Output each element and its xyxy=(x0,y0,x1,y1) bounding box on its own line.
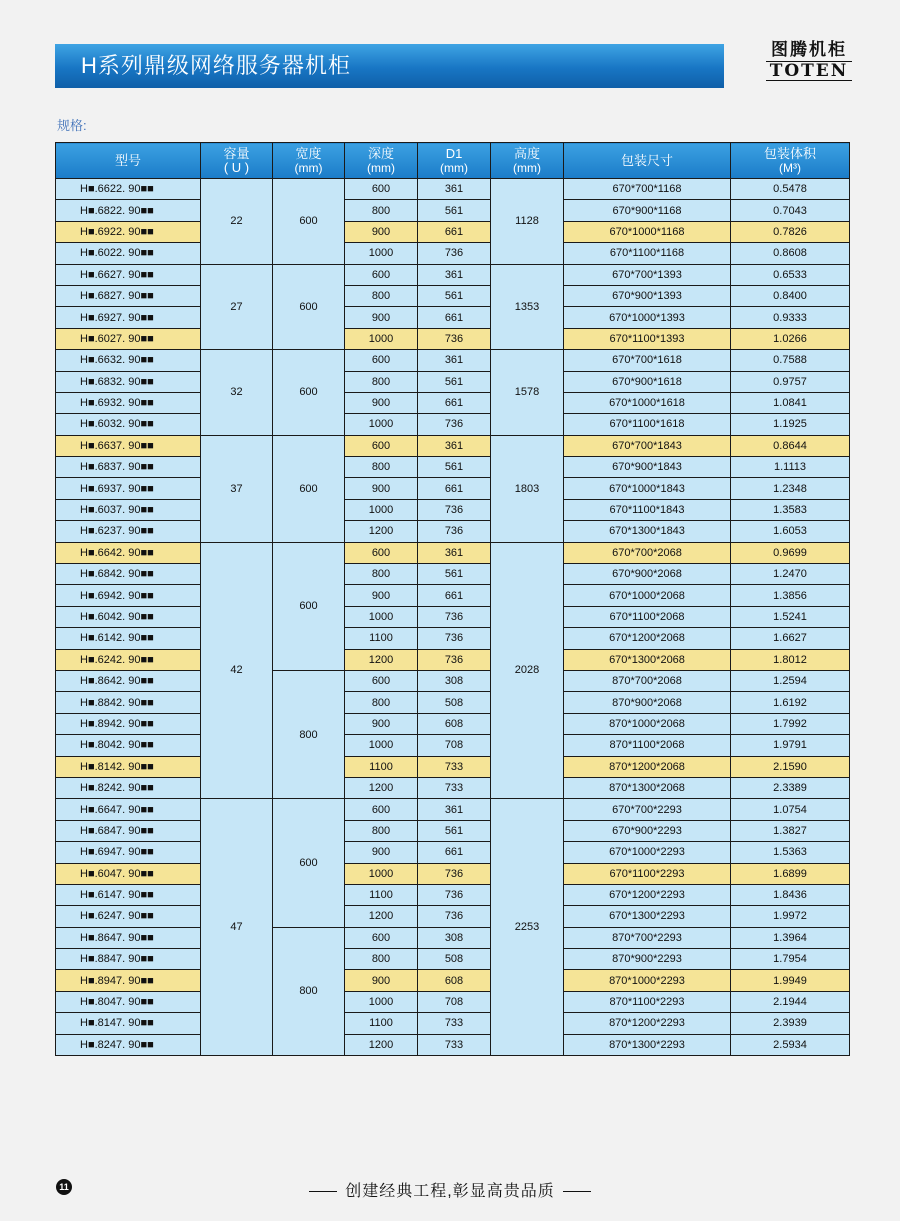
cell-d1: 661 xyxy=(418,307,491,328)
cell-d1: 361 xyxy=(418,350,491,371)
cell-d1: 361 xyxy=(418,799,491,820)
cell-model: H■.8947. 90■■ xyxy=(56,970,201,991)
cell-pack-volume: 1.3964 xyxy=(731,927,850,948)
table-row xyxy=(56,670,850,691)
table-row xyxy=(56,285,850,306)
table-row xyxy=(56,435,850,456)
cell-model: H■.8042. 90■■ xyxy=(56,735,201,756)
cell-pack-volume: 1.7954 xyxy=(731,949,850,970)
cell-depth: 900 xyxy=(345,585,418,606)
cell-width: 600 xyxy=(273,264,345,350)
cell-depth: 1100 xyxy=(345,884,418,905)
cell-height: 1578 xyxy=(491,350,564,436)
cell-pack-volume: 1.1925 xyxy=(731,414,850,435)
cell-depth: 600 xyxy=(345,542,418,563)
cell-model: H■.6647. 90■■ xyxy=(56,799,201,820)
cell-depth: 900 xyxy=(345,970,418,991)
cell-width: 600 xyxy=(273,435,345,542)
cell-depth: 1100 xyxy=(345,756,418,777)
cell-height: 2253 xyxy=(491,799,564,1056)
cell-pack-volume: 1.0841 xyxy=(731,392,850,413)
cell-depth: 1200 xyxy=(345,777,418,798)
cell-pack-size: 870*900*2068 xyxy=(564,692,731,713)
cell-d1: 733 xyxy=(418,1013,491,1034)
cell-model: H■.6622. 90■■ xyxy=(56,179,201,200)
cell-model: H■.6822. 90■■ xyxy=(56,200,201,221)
cell-model: H■.6242. 90■■ xyxy=(56,649,201,670)
cell-pack-size: 670*700*1168 xyxy=(564,179,731,200)
cell-depth: 600 xyxy=(345,927,418,948)
cell-depth: 1200 xyxy=(345,521,418,542)
cell-depth: 800 xyxy=(345,285,418,306)
cell-d1: 733 xyxy=(418,777,491,798)
cell-depth: 1100 xyxy=(345,628,418,649)
cell-pack-size: 670*1000*1843 xyxy=(564,478,731,499)
cell-depth: 1000 xyxy=(345,735,418,756)
cell-depth: 800 xyxy=(345,820,418,841)
cell-width: 600 xyxy=(273,799,345,927)
cell-pack-size: 670*900*2293 xyxy=(564,820,731,841)
table-row xyxy=(56,392,850,413)
cell-d1: 733 xyxy=(418,1034,491,1055)
cell-pack-volume: 0.8644 xyxy=(731,435,850,456)
brand-logo xyxy=(766,40,852,81)
cell-d1: 561 xyxy=(418,371,491,392)
table-row xyxy=(56,221,850,242)
table-row xyxy=(56,713,850,734)
cell-d1: 361 xyxy=(418,179,491,200)
cell-pack-size: 670*1000*2068 xyxy=(564,585,731,606)
cell-pack-size: 670*1000*1168 xyxy=(564,221,731,242)
cell-d1: 661 xyxy=(418,478,491,499)
cell-pack-size: 870*1200*2068 xyxy=(564,756,731,777)
cell-d1: 736 xyxy=(418,884,491,905)
cell-depth: 600 xyxy=(345,179,418,200)
cell-depth: 900 xyxy=(345,842,418,863)
cell-d1: 736 xyxy=(418,606,491,627)
table-row xyxy=(56,649,850,670)
cell-pack-volume: 1.1113 xyxy=(731,457,850,478)
cell-pack-volume: 1.8436 xyxy=(731,884,850,905)
cell-model: H■.6827. 90■■ xyxy=(56,285,201,306)
cell-model: H■.8942. 90■■ xyxy=(56,713,201,734)
table-row xyxy=(56,949,850,970)
cell-pack-volume: 1.9791 xyxy=(731,735,850,756)
cell-pack-size: 870*1100*2068 xyxy=(564,735,731,756)
cell-model: H■.6142. 90■■ xyxy=(56,628,201,649)
cell-d1: 561 xyxy=(418,457,491,478)
cell-pack-volume: 2.5934 xyxy=(731,1034,850,1055)
cell-model: H■.6947. 90■■ xyxy=(56,842,201,863)
cell-capacity: 37 xyxy=(201,435,273,542)
slogan-dash-right xyxy=(563,1191,591,1192)
cell-model: H■.6842. 90■■ xyxy=(56,564,201,585)
cell-pack-volume: 1.2470 xyxy=(731,564,850,585)
cell-height: 1128 xyxy=(491,179,564,265)
cell-pack-volume: 1.3856 xyxy=(731,585,850,606)
cell-pack-size: 670*1100*2293 xyxy=(564,863,731,884)
cell-pack-volume: 0.8400 xyxy=(731,285,850,306)
cell-d1: 708 xyxy=(418,991,491,1012)
table-row xyxy=(56,350,850,371)
cell-width: 600 xyxy=(273,542,345,670)
cell-pack-volume: 1.6899 xyxy=(731,863,850,884)
spec-table xyxy=(55,142,850,1056)
cell-depth: 600 xyxy=(345,264,418,285)
cell-model: H■.8242. 90■■ xyxy=(56,777,201,798)
cell-depth: 900 xyxy=(345,713,418,734)
cell-model: H■.6627. 90■■ xyxy=(56,264,201,285)
table-row xyxy=(56,842,850,863)
cell-model: H■.8647. 90■■ xyxy=(56,927,201,948)
cell-pack-volume: 1.2348 xyxy=(731,478,850,499)
cell-pack-size: 670*900*1168 xyxy=(564,200,731,221)
cell-depth: 900 xyxy=(345,307,418,328)
table-row xyxy=(56,1013,850,1034)
table-row xyxy=(56,692,850,713)
table-row xyxy=(56,884,850,905)
cell-model: H■.6937. 90■■ xyxy=(56,478,201,499)
cell-width: 600 xyxy=(273,179,345,265)
header-depth: 深度 (mm) xyxy=(345,143,418,179)
cell-pack-size: 870*700*2068 xyxy=(564,670,731,691)
cell-pack-volume: 1.5241 xyxy=(731,606,850,627)
cell-model: H■.6637. 90■■ xyxy=(56,435,201,456)
cell-d1: 361 xyxy=(418,264,491,285)
cell-d1: 736 xyxy=(418,649,491,670)
cell-depth: 1200 xyxy=(345,1034,418,1055)
cell-pack-volume: 1.8012 xyxy=(731,649,850,670)
cell-model: H■.8247. 90■■ xyxy=(56,1034,201,1055)
cell-pack-size: 670*1100*2068 xyxy=(564,606,731,627)
cell-pack-size: 670*1100*1168 xyxy=(564,243,731,264)
cell-pack-volume: 1.0754 xyxy=(731,799,850,820)
cell-depth: 1000 xyxy=(345,863,418,884)
cell-depth: 800 xyxy=(345,692,418,713)
cell-model: H■.6022. 90■■ xyxy=(56,243,201,264)
header-pack-size: 包装尺寸 xyxy=(564,143,731,179)
cell-d1: 608 xyxy=(418,713,491,734)
cell-pack-size: 870*900*2293 xyxy=(564,949,731,970)
cell-d1: 508 xyxy=(418,949,491,970)
cell-pack-size: 670*700*1843 xyxy=(564,435,731,456)
cell-pack-size: 670*700*2293 xyxy=(564,799,731,820)
cell-pack-volume: 2.1590 xyxy=(731,756,850,777)
cell-d1: 736 xyxy=(418,863,491,884)
cell-d1: 561 xyxy=(418,285,491,306)
cell-pack-volume: 1.6053 xyxy=(731,521,850,542)
cell-depth: 800 xyxy=(345,200,418,221)
brand-name-cn: 图腾机柜 xyxy=(771,40,847,59)
cell-model: H■.6642. 90■■ xyxy=(56,542,201,563)
table-row xyxy=(56,414,850,435)
cell-depth: 600 xyxy=(345,670,418,691)
cell-d1: 661 xyxy=(418,221,491,242)
cell-model: H■.6247. 90■■ xyxy=(56,906,201,927)
cell-pack-size: 670*1300*2293 xyxy=(564,906,731,927)
cell-width: 600 xyxy=(273,350,345,436)
table-row xyxy=(56,200,850,221)
cell-model: H■.6942. 90■■ xyxy=(56,585,201,606)
cell-model: H■.8842. 90■■ xyxy=(56,692,201,713)
cell-d1: 608 xyxy=(418,970,491,991)
table-row xyxy=(56,521,850,542)
cell-depth: 1000 xyxy=(345,243,418,264)
cell-pack-size: 670*1000*1618 xyxy=(564,392,731,413)
cell-model: H■.6037. 90■■ xyxy=(56,499,201,520)
table-row xyxy=(56,585,850,606)
cell-pack-volume: 0.9699 xyxy=(731,542,850,563)
cell-capacity: 22 xyxy=(201,179,273,265)
cell-depth: 900 xyxy=(345,221,418,242)
table-row xyxy=(56,371,850,392)
cell-pack-size: 870*700*2293 xyxy=(564,927,731,948)
cell-model: H■.6042. 90■■ xyxy=(56,606,201,627)
slogan-dash-left xyxy=(309,1191,337,1192)
cell-height: 1803 xyxy=(491,435,564,542)
cell-model: H■.8147. 90■■ xyxy=(56,1013,201,1034)
cell-d1: 661 xyxy=(418,392,491,413)
table-row xyxy=(56,179,850,200)
cell-model: H■.8142. 90■■ xyxy=(56,756,201,777)
cell-depth: 1200 xyxy=(345,649,418,670)
header-model: 型号 xyxy=(56,143,201,179)
cell-pack-volume: 0.9757 xyxy=(731,371,850,392)
table-row xyxy=(56,970,850,991)
cell-pack-volume: 1.3583 xyxy=(731,499,850,520)
cell-depth: 1000 xyxy=(345,499,418,520)
cell-pack-size: 870*1000*2293 xyxy=(564,970,731,991)
cell-pack-size: 670*1000*2293 xyxy=(564,842,731,863)
table-row xyxy=(56,991,850,1012)
table-row xyxy=(56,499,850,520)
cell-pack-size: 870*1000*2068 xyxy=(564,713,731,734)
cell-pack-size: 670*900*2068 xyxy=(564,564,731,585)
cell-model: H■.8642. 90■■ xyxy=(56,670,201,691)
table-row xyxy=(56,906,850,927)
cell-pack-size: 670*900*1618 xyxy=(564,371,731,392)
cell-d1: 733 xyxy=(418,756,491,777)
cell-pack-size: 670*900*1393 xyxy=(564,285,731,306)
cell-model: H■.6927. 90■■ xyxy=(56,307,201,328)
footer-slogan xyxy=(0,1178,900,1201)
cell-height: 1353 xyxy=(491,264,564,350)
table-row xyxy=(56,1034,850,1055)
cell-pack-size: 870*1300*2293 xyxy=(564,1034,731,1055)
cell-pack-volume: 2.1944 xyxy=(731,991,850,1012)
cell-pack-size: 670*1100*1618 xyxy=(564,414,731,435)
cell-d1: 561 xyxy=(418,564,491,585)
cell-pack-size: 670*1100*1843 xyxy=(564,499,731,520)
cell-model: H■.6027. 90■■ xyxy=(56,328,201,349)
cell-pack-size: 670*900*1843 xyxy=(564,457,731,478)
cell-d1: 736 xyxy=(418,906,491,927)
cell-pack-size: 670*1000*1393 xyxy=(564,307,731,328)
cell-width: 800 xyxy=(273,670,345,798)
cell-capacity: 27 xyxy=(201,264,273,350)
cell-pack-volume: 0.6533 xyxy=(731,264,850,285)
cell-pack-volume: 1.9972 xyxy=(731,906,850,927)
cell-d1: 736 xyxy=(418,499,491,520)
brand-name-en: TOTEN xyxy=(766,61,852,81)
table-row xyxy=(56,264,850,285)
cell-model: H■.6847. 90■■ xyxy=(56,820,201,841)
page-title: H系列鼎级网络服务器机柜 xyxy=(81,53,351,78)
cell-model: H■.6837. 90■■ xyxy=(56,457,201,478)
cell-model: H■.6632. 90■■ xyxy=(56,350,201,371)
cell-depth: 800 xyxy=(345,564,418,585)
cell-depth: 1000 xyxy=(345,991,418,1012)
cell-depth: 800 xyxy=(345,457,418,478)
cell-model: H■.6237. 90■■ xyxy=(56,521,201,542)
cell-d1: 661 xyxy=(418,585,491,606)
cell-model: H■.6032. 90■■ xyxy=(56,414,201,435)
cell-d1: 708 xyxy=(418,735,491,756)
cell-depth: 900 xyxy=(345,392,418,413)
cell-pack-volume: 1.0266 xyxy=(731,328,850,349)
cell-height: 2028 xyxy=(491,542,564,799)
cell-pack-size: 670*700*1393 xyxy=(564,264,731,285)
cell-d1: 308 xyxy=(418,927,491,948)
table-row xyxy=(56,756,850,777)
cell-pack-volume: 0.5478 xyxy=(731,179,850,200)
cell-d1: 736 xyxy=(418,414,491,435)
cell-pack-size: 670*700*2068 xyxy=(564,542,731,563)
table-row xyxy=(56,457,850,478)
header-pack-volume: 包装体积 (M³) xyxy=(731,143,850,179)
table-row xyxy=(56,799,850,820)
cell-model: H■.8047. 90■■ xyxy=(56,991,201,1012)
cell-pack-volume: 1.3827 xyxy=(731,820,850,841)
cell-d1: 736 xyxy=(418,243,491,264)
cell-d1: 736 xyxy=(418,628,491,649)
cell-model: H■.6832. 90■■ xyxy=(56,371,201,392)
cell-capacity: 47 xyxy=(201,799,273,1056)
cell-depth: 1200 xyxy=(345,906,418,927)
cell-d1: 736 xyxy=(418,328,491,349)
table-row xyxy=(56,927,850,948)
cell-depth: 800 xyxy=(345,371,418,392)
table-row xyxy=(56,328,850,349)
table-row xyxy=(56,820,850,841)
cell-pack-volume: 1.5363 xyxy=(731,842,850,863)
table-header-row xyxy=(56,143,850,179)
table-row xyxy=(56,735,850,756)
table-row xyxy=(56,777,850,798)
table-row xyxy=(56,307,850,328)
cell-depth: 800 xyxy=(345,949,418,970)
cell-model: H■.8847. 90■■ xyxy=(56,949,201,970)
cell-pack-volume: 1.6627 xyxy=(731,628,850,649)
cell-pack-volume: 0.8608 xyxy=(731,243,850,264)
cell-d1: 661 xyxy=(418,842,491,863)
cell-model: H■.6922. 90■■ xyxy=(56,221,201,242)
header-width: 宽度 (mm) xyxy=(273,143,345,179)
cell-capacity: 42 xyxy=(201,542,273,799)
cell-pack-volume: 2.3389 xyxy=(731,777,850,798)
table-row xyxy=(56,628,850,649)
cell-pack-size: 670*1300*2068 xyxy=(564,649,731,670)
cell-pack-volume: 1.7992 xyxy=(731,713,850,734)
cell-d1: 561 xyxy=(418,200,491,221)
header-d1: D1 (mm) xyxy=(418,143,491,179)
cell-d1: 361 xyxy=(418,542,491,563)
cell-depth: 1100 xyxy=(345,1013,418,1034)
header-height: 高度 (mm) xyxy=(491,143,564,179)
cell-model: H■.6932. 90■■ xyxy=(56,392,201,413)
cell-capacity: 32 xyxy=(201,350,273,436)
page-number: 11 xyxy=(56,1179,72,1195)
cell-pack-volume: 0.7826 xyxy=(731,221,850,242)
cell-depth: 900 xyxy=(345,478,418,499)
page-title-bar xyxy=(55,44,724,88)
cell-depth: 600 xyxy=(345,350,418,371)
cell-d1: 561 xyxy=(418,820,491,841)
cell-pack-volume: 2.3939 xyxy=(731,1013,850,1034)
cell-pack-volume: 0.9333 xyxy=(731,307,850,328)
cell-model: H■.6047. 90■■ xyxy=(56,863,201,884)
cell-pack-size: 670*700*1618 xyxy=(564,350,731,371)
cell-pack-size: 870*1100*2293 xyxy=(564,991,731,1012)
cell-depth: 600 xyxy=(345,435,418,456)
cell-d1: 361 xyxy=(418,435,491,456)
cell-depth: 1000 xyxy=(345,414,418,435)
cell-pack-size: 670*1200*2293 xyxy=(564,884,731,905)
cell-d1: 736 xyxy=(418,521,491,542)
header-capacity: 容量 ( U ) xyxy=(201,143,273,179)
cell-pack-size: 670*1300*1843 xyxy=(564,521,731,542)
cell-pack-size: 870*1300*2068 xyxy=(564,777,731,798)
table-row xyxy=(56,243,850,264)
cell-pack-volume: 0.7588 xyxy=(731,350,850,371)
cell-pack-volume: 1.6192 xyxy=(731,692,850,713)
spec-label: 规格: xyxy=(57,118,87,133)
cell-d1: 508 xyxy=(418,692,491,713)
table-row xyxy=(56,564,850,585)
cell-model: H■.6147. 90■■ xyxy=(56,884,201,905)
slogan-text: 创建经典工程,彰显高贵品质 xyxy=(345,1183,555,1200)
cell-pack-size: 670*1100*1393 xyxy=(564,328,731,349)
cell-pack-volume: 0.7043 xyxy=(731,200,850,221)
table-row xyxy=(56,478,850,499)
cell-pack-volume: 1.9949 xyxy=(731,970,850,991)
cell-width: 800 xyxy=(273,927,345,1055)
cell-d1: 308 xyxy=(418,670,491,691)
cell-depth: 1000 xyxy=(345,328,418,349)
table-row xyxy=(56,606,850,627)
cell-pack-size: 670*1200*2068 xyxy=(564,628,731,649)
cell-depth: 600 xyxy=(345,799,418,820)
table-row xyxy=(56,542,850,563)
cell-pack-volume: 1.2594 xyxy=(731,670,850,691)
cell-depth: 1000 xyxy=(345,606,418,627)
spec-table-body xyxy=(56,179,850,1056)
table-row xyxy=(56,863,850,884)
cell-pack-size: 870*1200*2293 xyxy=(564,1013,731,1034)
